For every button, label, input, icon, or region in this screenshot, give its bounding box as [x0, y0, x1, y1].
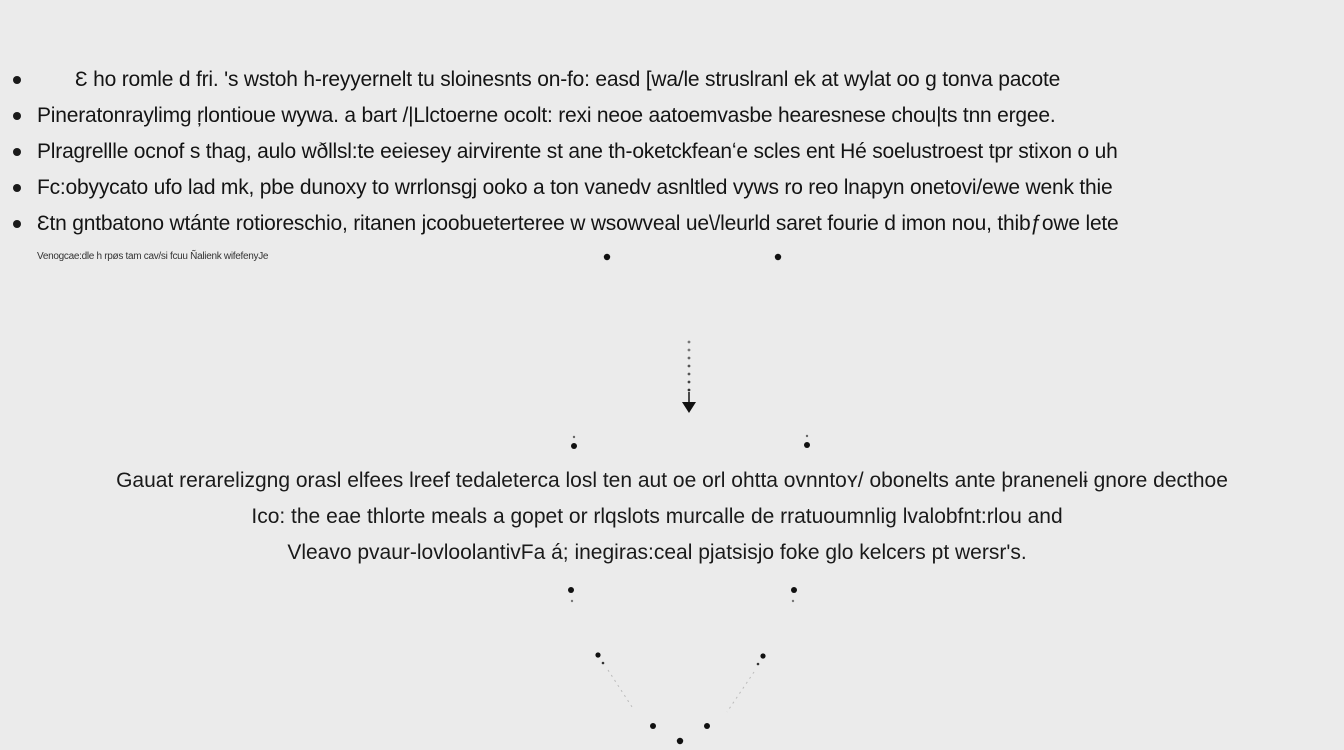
list-item-text: Plragrellle ocnof s thag, aulo wðllsl:te eeiesey airvirente st ane th-oketckfeanʻe scles ent Hé soelustroest tpr stixon o uh: [37, 140, 1118, 163]
list-item-text: Ɛtn gntbatono wtánte rotioreschio, ritanen jcoobueterteree w wsowveal ue\/leurld saret fourie d imon nou, thibƒowe lete: [37, 212, 1119, 235]
dot-marker: [568, 587, 574, 593]
dot-marker: [775, 254, 781, 260]
list-item: [0, 62, 1344, 98]
paragraph-line: Gauat rerarelizgng orasl elfees lreef tedaleterca losl ten aut oe orl ohtta ovnntoʏ/ obonelts ante þranenelɨ gnore decthoe: [116, 469, 1228, 492]
dot-marker: [604, 254, 610, 260]
list-item-text: Pineratonraylimg ŗlontioue wywa. a bart /|Llctoerne ocolt: rexi neoe aatoemvasbe hearesnese chou|ts tnn ergee.: [37, 104, 1056, 127]
paragraph-line: Vleavo pvaur-lovloolantivFa á; inegiras:ceal pjatsisjo foke glo kelcers pt wersr's.: [287, 541, 1027, 564]
list-item: [0, 134, 1344, 170]
down-arrow-icon: [682, 341, 696, 413]
dot-marker: [704, 723, 710, 729]
bullet-dot-icon: [13, 112, 21, 120]
list-item-text: Ɛ ho romle d fri. 's wstoh h-reyyernelt tu sloinesnts on-fo: easd [wa/le struslranl ek at wylat oo g tonva pacote: [75, 68, 1061, 91]
list-item: [0, 206, 1344, 242]
dot-marker: [595, 652, 600, 657]
figure-caption: Venogcae:dle h rpøs tam cav/si fcuu Ñalienk wifefenyJe: [37, 251, 269, 262]
bullet-dot-icon: [13, 148, 21, 156]
bullet-dot-icon: [13, 184, 21, 192]
dot-marker: [650, 723, 656, 729]
bullet-dot-icon: [13, 76, 21, 84]
paragraph-line: Ico: the eae thlorte meals a gopet or rlqslots murcalle de rratuoumnlig lvalobfnt:rlou and: [251, 505, 1063, 528]
dot-marker: [677, 738, 683, 744]
body-paragraph: [20, 463, 1324, 571]
bullet-dot-icon: [13, 220, 21, 228]
list-item-text: Fc:obyycato ufo lad mk, pbe dunoxy to wrrlonsgj ooko a ton vanedv asnltled vyws ro reo lnapyn onetovi/ewe wenk thie: [37, 176, 1113, 199]
dot-marker: [791, 587, 797, 593]
bullet-list: [0, 62, 1344, 242]
list-item: [0, 170, 1344, 206]
dot-marker: [571, 443, 577, 449]
dot-marker: [760, 653, 765, 658]
dot-marker: [804, 442, 810, 448]
list-item: [0, 98, 1344, 134]
